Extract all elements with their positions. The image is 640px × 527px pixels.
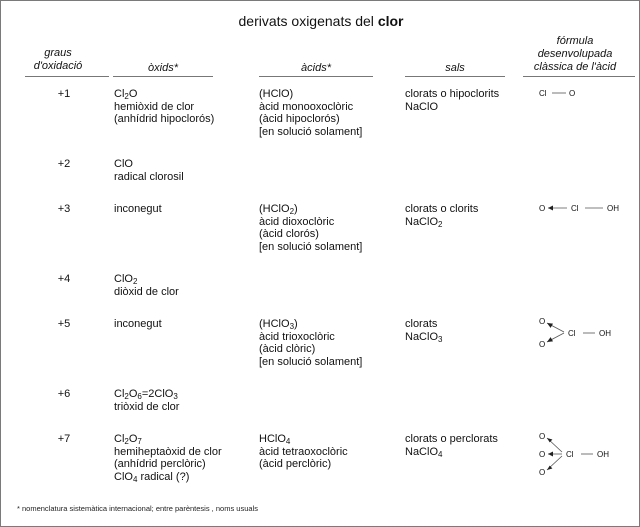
header-rule-formula: [523, 76, 635, 77]
subscript: 4: [285, 437, 291, 446]
salt-line: [405, 433, 498, 446]
formula-atom-o-top: O: [539, 432, 546, 441]
subscript: 2: [132, 277, 138, 286]
salt-cell: [405, 433, 498, 458]
oxide-cell: [114, 388, 179, 413]
oxidation-grade: +6: [57, 388, 71, 400]
oxide-cell: [114, 158, 184, 183]
formula-atom-oh: OH: [599, 329, 611, 338]
salt-line: [405, 216, 478, 229]
subscript: 4: [438, 449, 443, 459]
text-segment: NaClO: [405, 445, 439, 458]
text-segment: àcid tetraoxoclòric: [259, 445, 348, 458]
header-grade: [15, 47, 101, 73]
acid-line: [259, 446, 348, 459]
header-rule-salts: [405, 76, 505, 77]
subscript: 6: [137, 392, 142, 401]
formula-atom-cl: Cl: [571, 204, 579, 213]
oxide-line: [114, 113, 214, 126]
acid-line: [259, 203, 362, 216]
oxidation-grade: +7: [57, 433, 71, 445]
formula-atom-oh: OH: [607, 204, 619, 213]
footnote: * nomenclatura sistemàtica internacional; entre parèntesis , noms usuals: [17, 504, 258, 513]
acid-line: [259, 458, 348, 471]
formula-arrow-head: [548, 206, 553, 211]
oxide-line: [114, 273, 179, 286]
text-segment: NaClO: [405, 100, 439, 113]
salt-cell: [405, 88, 499, 113]
text-segment: (àcid hipoclorós): [259, 113, 340, 125]
acid-line: [259, 126, 362, 139]
formula-atom-cl: Cl: [568, 329, 576, 338]
text-segment: ClO: [114, 273, 133, 285]
acid-line: [259, 101, 362, 114]
text-segment: [en solució solament]: [259, 125, 363, 138]
header-formula-line-2: desenvolupada: [537, 48, 613, 60]
title-bold-word: clor: [377, 13, 404, 29]
salt-cell: [405, 203, 478, 228]
text-segment: (HClO): [259, 88, 294, 100]
text-segment: àcid dioxoclòric: [259, 215, 335, 228]
header-rule-acids: [259, 76, 373, 77]
text-segment: (àcid perclòric): [259, 458, 332, 470]
table-title: [1, 13, 640, 29]
text-segment: radical clorosil: [114, 170, 184, 183]
oxide-line: [114, 203, 162, 216]
text-segment: àcid trioxoclòric: [259, 330, 335, 343]
formula-row-5: [539, 315, 635, 351]
text-segment: (HClO: [259, 203, 290, 215]
acid-cell: [259, 433, 348, 471]
formula-hclo3-diagram: [539, 315, 635, 351]
text-segment: hemiheptaòxid de clor: [114, 445, 222, 458]
acid-cell: [259, 88, 362, 138]
salt-line: [405, 318, 442, 331]
oxide-line: [114, 88, 214, 101]
oxide-line: [114, 158, 184, 171]
text-segment: Cl: [114, 433, 125, 445]
text-segment: [en solució solament]: [259, 355, 363, 368]
oxidation-grade: +5: [57, 318, 71, 330]
header-salts: sals: [445, 62, 465, 74]
oxide-cell: [114, 433, 222, 483]
oxide-line: [114, 318, 162, 331]
header-grade-line-1: graus: [44, 47, 72, 59]
acid-cell: [259, 318, 362, 368]
text-segment: inconegut: [114, 203, 162, 215]
formula-hclo-diagram: [539, 87, 599, 101]
acid-line: [259, 241, 362, 254]
text-segment: ClO: [114, 470, 133, 483]
oxide-line: [114, 388, 179, 401]
oxide-line: [114, 471, 222, 484]
subscript: 2: [124, 392, 129, 401]
oxide-line: [114, 401, 179, 414]
formula-atom-o-bottom: O: [539, 468, 546, 477]
formula-row-3: [539, 202, 635, 216]
text-segment: clorats o perclorats: [405, 433, 498, 445]
text-segment: radical (?): [137, 470, 190, 483]
header-formula: [517, 35, 633, 74]
oxidation-grade: +3: [57, 203, 71, 215]
salt-line: [405, 88, 499, 101]
oxide-line: [114, 433, 222, 446]
header-rule-grade: [25, 76, 109, 77]
text-segment: =2ClO: [141, 388, 174, 400]
text-segment: (àcid clòric): [259, 343, 316, 355]
text-segment: ): [294, 203, 298, 215]
salt-line: [405, 331, 442, 344]
subscript: 2: [124, 92, 129, 101]
text-segment: (anhídrid hipoclorós): [114, 113, 215, 125]
text-segment: Cl: [114, 388, 125, 400]
text-segment: ): [294, 318, 298, 330]
text-segment: [en solució solament]: [259, 240, 363, 253]
subscript: 3: [173, 392, 178, 401]
acid-line: [259, 216, 362, 229]
oxidation-grade: +2: [57, 158, 71, 170]
text-segment: clorats o clorits: [405, 203, 479, 215]
formula-atom-oh: OH: [597, 450, 609, 459]
acid-line: [259, 331, 362, 344]
salt-line: [405, 101, 499, 114]
text-segment: (HClO: [259, 318, 290, 330]
text-segment: HClO: [259, 433, 286, 445]
acid-line: [259, 433, 348, 446]
oxidation-grade: +4: [57, 273, 71, 285]
formula-arrow-head: [548, 452, 553, 457]
acid-line: [259, 88, 362, 101]
formula-row-7: [539, 430, 635, 478]
subscript: 4: [132, 474, 138, 484]
header-rule-oxides: [113, 76, 213, 77]
acid-line: [259, 343, 362, 356]
subscript: 7: [137, 437, 142, 446]
acid-line: [259, 113, 362, 126]
formula-hclo2-diagram: [539, 202, 635, 216]
acid-line: [259, 356, 362, 369]
text-segment: O: [128, 433, 138, 445]
formula-hclo4-diagram: [539, 430, 635, 478]
formula-atom-o-top: O: [539, 317, 546, 326]
text-segment: NaClO: [405, 215, 439, 228]
text-segment: O: [128, 88, 138, 100]
acid-line: [259, 318, 362, 331]
oxide-line: [114, 171, 184, 184]
header-formula-line-1: fórmula: [556, 35, 594, 47]
subscript: 2: [438, 219, 443, 229]
text-segment: inconegut: [114, 318, 162, 330]
formula-atom-cl: Cl: [539, 89, 547, 98]
oxide-line: [114, 458, 222, 471]
salt-cell: [405, 318, 442, 343]
text-segment: hemiòxid de clor: [114, 100, 195, 113]
oxide-cell: [114, 203, 162, 216]
text-segment: Cl: [114, 88, 125, 100]
text-segment: (àcid clorós): [259, 228, 319, 240]
text-segment: àcid monooxoclòric: [259, 100, 354, 113]
oxide-cell: [114, 88, 214, 126]
subscript: 2: [124, 437, 129, 446]
header-acids: àcids*: [301, 62, 331, 74]
acid-line: [259, 228, 362, 241]
formula-row-1: [539, 87, 599, 101]
subscript: 3: [289, 322, 295, 331]
oxide-line: [114, 101, 214, 114]
formula-atom-cl: Cl: [566, 450, 574, 459]
header-grade-line-2: d'oxidació: [33, 60, 83, 72]
oxide-cell: [114, 318, 162, 331]
subscript: 3: [438, 334, 443, 344]
header-oxides: òxids*: [148, 62, 178, 74]
formula-atom-o-middle: O: [539, 450, 546, 459]
oxide-line: [114, 286, 179, 299]
text-segment: O: [128, 388, 138, 400]
text-segment: (anhídrid perclòric): [114, 458, 206, 470]
formula-atom-o: O: [539, 204, 546, 213]
formula-atom-o-bottom: O: [539, 340, 546, 349]
salt-line: [405, 446, 498, 459]
oxide-cell: [114, 273, 179, 298]
text-segment: triòxid de clor: [114, 400, 180, 413]
text-segment: clorats: [405, 318, 438, 330]
header-formula-line-3: clàssica de l'àcid: [533, 61, 617, 73]
oxide-line: [114, 446, 222, 459]
text-segment: diòxid de clor: [114, 285, 179, 298]
subscript: 2: [289, 207, 295, 216]
acid-cell: [259, 203, 362, 253]
text-segment: clorats o hipoclorits: [405, 88, 500, 100]
text-segment: ClO: [114, 158, 133, 170]
oxidation-grade: +1: [57, 88, 71, 100]
formula-atom-o: O: [569, 89, 576, 98]
text-segment: NaClO: [405, 330, 439, 343]
title-text: derivats oxigenats del: [238, 13, 374, 29]
salt-line: [405, 203, 478, 216]
